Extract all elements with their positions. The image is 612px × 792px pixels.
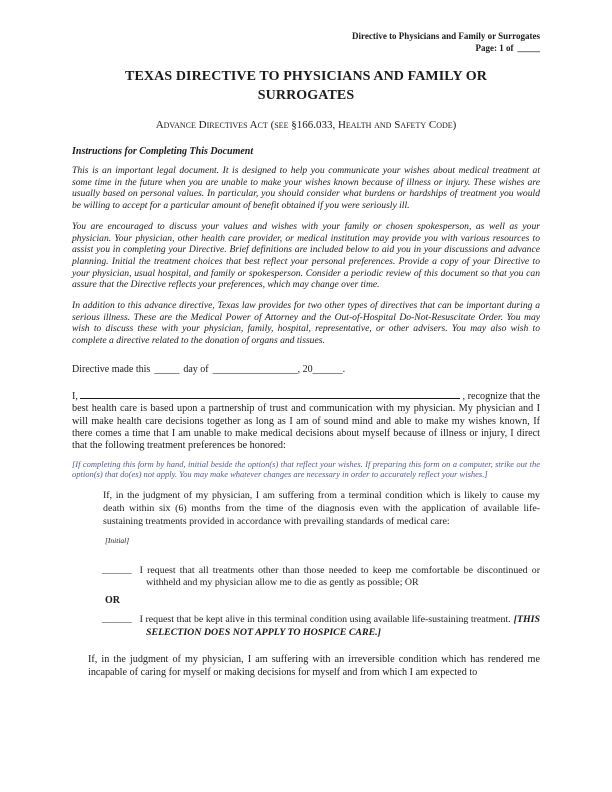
instructions-paragraph-3: In addition to this advance directive, Texas law provides for two other types of directives that can be important during a serious illness. These are the Medical Power of Attorney and the Out-of-Hospital Do-Not-Resuscitate Order. You may wish to discuss these with your physician, family, hospital, representative, or other advisers. You may also wish to complete a directive related to the donation of organs and tissues. bbox=[72, 300, 540, 347]
date-line-text-1: Directive made this bbox=[72, 363, 151, 375]
declaration-body: best health care is based upon a partnership of trust and communication with my physician. My physician and I will make health care decisions together as long as I am of sound mind and able to make my wishes known, If there comes a time that I am unable to make medical decisions about myself because of illness or injury, I direct that the following treatment preferences be honored: bbox=[72, 403, 540, 452]
date-line-text-3: , 20 bbox=[297, 363, 313, 375]
option-2-text: I request that be kept alive in this terminal condition using available life-sustaining treatment. bbox=[139, 614, 511, 626]
date-line-text-2: day of bbox=[183, 363, 209, 375]
treatment-option-2 bbox=[102, 614, 540, 639]
page-number-line bbox=[72, 42, 540, 54]
hand-completion-note: [If completing this form by hand, initial beside the option(s) that reflect your wishes. If preparing this form on a computer, strike out the option(s) that do(es) not apply. You may make whatever changes are necessary in order to accurately reflect your wishes.] bbox=[72, 458, 540, 480]
option-1-text: I request that all treatments other than those needed to keep me comfortable be discontinued or withheld and my physician allow me to die as gently as possible; OR bbox=[139, 564, 540, 588]
date-year-blank[interactable]: ______ bbox=[312, 363, 343, 375]
option-2-initial-blank[interactable]: ______ bbox=[102, 614, 132, 626]
instructions-paragraph-2: You are encouraged to discuss your values and wishes with your family or chosen spokesperson, as well as your physician. Your physician, other health care provider, or medical institution may provide you with various resources to assist you in completing your Directive. Brief definitions are included below to aid you in your discussions and advance planning. Initial the treatment choices that best reflect your personal preferences. Provide a copy of your Directive to your physician, usual hospital, and family or spokesperson. Consider a periodic review of this document so that you can assure that the Directive reflects your preferences, which may change over time. bbox=[72, 220, 540, 291]
page-number-blank[interactable]: _____ bbox=[517, 43, 540, 53]
instructions-paragraph-1: This is an important legal document. It is designed to help you communicate your wishes about medical treatment at some time in the future when you are unable to make your wishes known because of illness or injury. These wishes are usually based on personal values. In particular, you should consider what burdens or hardships of treatment you would be willing to accept for a particular amount of benefit obtained if you were seriously ill. bbox=[72, 165, 540, 212]
directive-date-line bbox=[72, 364, 540, 375]
statute-subtitle: Advance Directives Act (see §166.033, Health and Safety Code) bbox=[155, 119, 457, 131]
hospice-care-notice: [THIS SELECTION DOES NOT APPLY TO HOSPICE CARE.] bbox=[146, 614, 540, 638]
declaration-after-blank: , recognize that the bbox=[462, 390, 540, 402]
page-header bbox=[72, 30, 540, 54]
declaration-first-line bbox=[72, 388, 540, 403]
or-separator: OR bbox=[105, 595, 120, 607]
option-1-initial-blank[interactable]: ______ bbox=[102, 564, 132, 576]
page-number-label: Page: 1 of bbox=[475, 43, 514, 53]
initial-here-label: [Initial] bbox=[105, 535, 130, 545]
declarant-name-blank[interactable] bbox=[80, 388, 461, 399]
date-line-period: . bbox=[342, 363, 346, 375]
declaration-prefix: I, bbox=[72, 390, 78, 402]
date-day-blank[interactable]: _____ bbox=[154, 363, 180, 375]
irreversible-condition-paragraph: If, in the judgment of my physician, I am suffering with an irreversible condition which has rendered me incapable of caring for myself or making decisions for myself and from which I am expected to bbox=[88, 653, 540, 678]
terminal-condition-paragraph: If, in the judgment of my physician, I am suffering from a terminal condition which is likely to cause my death within six (6) months from the time of the diagnosis even with the application of available life-sustaining treatments provided in accordance with prevailing standards of medical care: bbox=[103, 489, 540, 527]
instructions-heading: Instructions for Completing This Document bbox=[72, 146, 254, 157]
document-title: TEXAS DIRECTIVE TO PHYSICIANS AND FAMILY OR SURROGATES bbox=[125, 69, 487, 103]
treatment-option-1 bbox=[102, 565, 540, 590]
header-document-title: Directive to Physicians and Family or Surrogates bbox=[352, 31, 540, 41]
date-month-blank[interactable]: _________________ bbox=[212, 363, 298, 375]
